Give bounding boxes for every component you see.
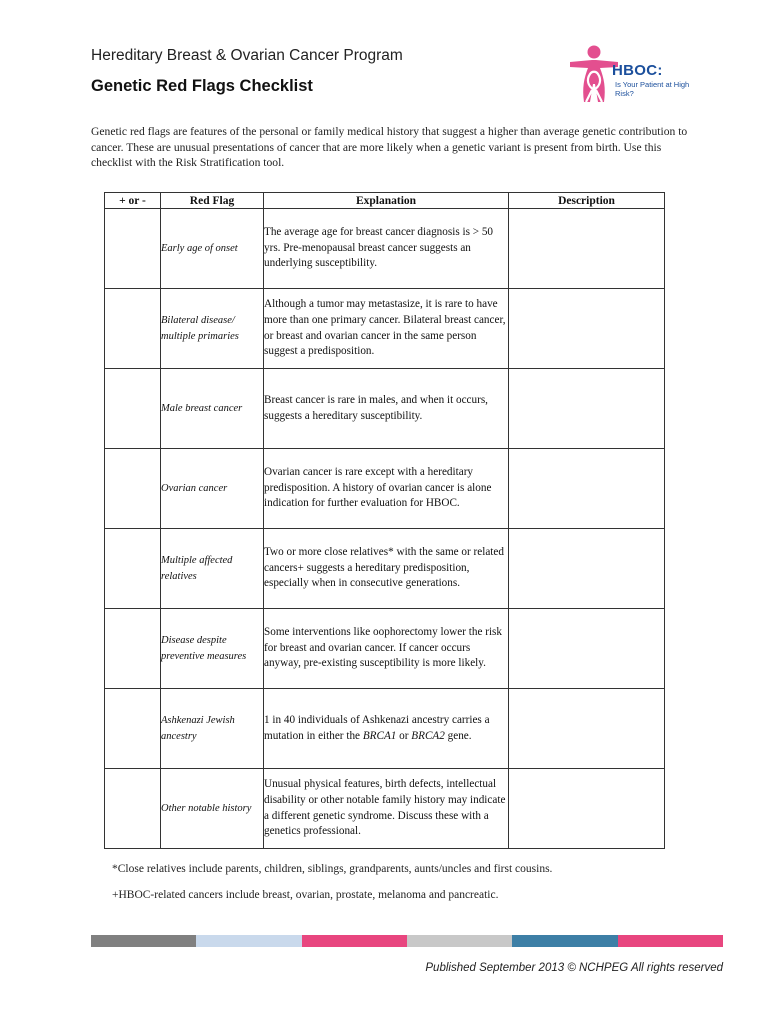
description-cell[interactable] xyxy=(509,529,665,609)
explanation-text: Two or more close relatives* with the same or related cancers+ suggests a hereditary predisposition, especially when in consecutive generations. xyxy=(264,545,504,590)
sign-cell[interactable] xyxy=(105,689,161,769)
explanation-text: Unusual physical features, birth defects, intellectual disability or other notable family history may indicate a different genetic syndrome. Discuss these with a genetics professional. xyxy=(264,778,506,838)
table-row xyxy=(105,369,665,449)
explanation-text: Ovarian cancer is rare except with a hereditary predisposition. A history of ovarian cancer is alone indication for further evaluation for HBOC. xyxy=(264,465,492,510)
table-row xyxy=(105,689,665,769)
explanation-cell xyxy=(264,529,509,609)
gene-name: BRCA1 xyxy=(362,729,397,742)
ribbon-figure-icon xyxy=(570,46,618,103)
intro-paragraph: Genetic red flags are features of the personal or family medical history that suggest a higher than average genetic contribution to cancer. These are unusual presentations of cancer that are more likely when a genetic variant is present from birth. Use this checklist with the Risk Stratification tool. xyxy=(91,125,688,169)
explanation-cell xyxy=(264,689,509,769)
table-row xyxy=(105,449,665,529)
explanation-cell xyxy=(264,209,509,289)
description-cell[interactable] xyxy=(509,289,665,369)
sign-cell[interactable] xyxy=(105,529,161,609)
explanation-cell xyxy=(264,369,509,449)
logo-tagline: Is Your Patient at High Risk? xyxy=(615,80,690,98)
color-bar-segment xyxy=(196,935,301,947)
red-flags-table xyxy=(104,192,665,849)
footnote-hboc-cancers: +HBOC-related cancers include breast, ovarian, prostate, melanoma and pancreatic. xyxy=(112,889,499,901)
sign-cell[interactable] xyxy=(105,289,161,369)
sign-cell[interactable] xyxy=(105,369,161,449)
column-header: Description xyxy=(509,193,665,209)
column-header: + or - xyxy=(105,193,161,209)
color-bar-segment xyxy=(618,935,723,947)
red-flag-cell: Ashkenazi Jewish ancestry xyxy=(161,689,264,769)
description-cell[interactable] xyxy=(509,449,665,529)
sign-cell[interactable] xyxy=(105,609,161,689)
color-bar-segment xyxy=(407,935,512,947)
red-flag-cell: Other notable history xyxy=(161,769,264,849)
explanation-text: 1 in 40 individuals of Ashkenazi ancestry carries a mutation in either the xyxy=(264,713,490,742)
red-flag-cell: Multiple affected relatives xyxy=(161,529,264,609)
explanation-text: Although a tumor may metastasize, it is rare to have more than one primary cancer. Bilateral breast cancer, or breast and ovarian cancer in the same person suggest a predisposition. xyxy=(264,298,506,358)
gene-name: BRCA2 xyxy=(411,729,445,742)
red-flag-cell: Ovarian cancer xyxy=(161,449,264,529)
sign-cell[interactable] xyxy=(105,209,161,289)
sign-cell[interactable] xyxy=(105,769,161,849)
explanation-cell xyxy=(264,449,509,529)
color-bar-segment xyxy=(512,935,617,947)
column-header: Explanation xyxy=(264,193,509,209)
table-row xyxy=(105,289,665,369)
table-header-row xyxy=(105,193,665,209)
logo-name: HBOC: xyxy=(612,62,663,79)
explanation-text: or xyxy=(396,729,412,742)
description-cell[interactable] xyxy=(509,369,665,449)
red-flag-cell: Male breast cancer xyxy=(161,369,264,449)
description-cell[interactable] xyxy=(509,689,665,769)
color-bar-segment xyxy=(91,935,196,947)
description-cell[interactable] xyxy=(509,609,665,689)
table-row xyxy=(105,529,665,609)
explanation-cell xyxy=(264,289,509,369)
color-bar xyxy=(91,935,723,947)
description-cell[interactable] xyxy=(509,209,665,289)
sign-cell[interactable] xyxy=(105,449,161,529)
red-flag-cell: Disease despite preventive measures xyxy=(161,609,264,689)
explanation-text: gene. xyxy=(444,729,472,742)
explanation-cell xyxy=(264,769,509,849)
table-row xyxy=(105,769,665,849)
table-row xyxy=(105,209,665,289)
description-cell[interactable] xyxy=(509,769,665,849)
red-flag-cell: Bilateral disease/ multiple primaries xyxy=(161,289,264,369)
program-title: Hereditary Breast & Ovarian Cancer Program xyxy=(91,47,403,64)
checklist-title: Genetic Red Flags Checklist xyxy=(91,77,313,95)
table-row xyxy=(105,609,665,689)
red-flag-cell: Early age of onset xyxy=(161,209,264,289)
explanation-text: Some interventions like oophorectomy lower the risk for breast and ovarian cancer. If cancer occurs anyway, pre-existing susceptibility is more likely. xyxy=(264,625,502,670)
color-bar-segment xyxy=(302,935,407,947)
explanation-text: Breast cancer is rare in males, and when it occurs, suggests a hereditary susceptibility. xyxy=(264,393,488,422)
explanation-cell xyxy=(264,609,509,689)
publication-footer: Published September 2013 © NCHPEG All rights reserved xyxy=(425,962,723,974)
footnote-close-relatives: *Close relatives include parents, children, siblings, grandparents, aunts/uncles and first cousins. xyxy=(112,863,553,875)
column-header: Red Flag xyxy=(161,193,264,209)
explanation-text: The average age for breast cancer diagnosis is > 50 yrs. Pre-menopausal breast cancer suggests an underlying susceptibility. xyxy=(264,225,494,270)
